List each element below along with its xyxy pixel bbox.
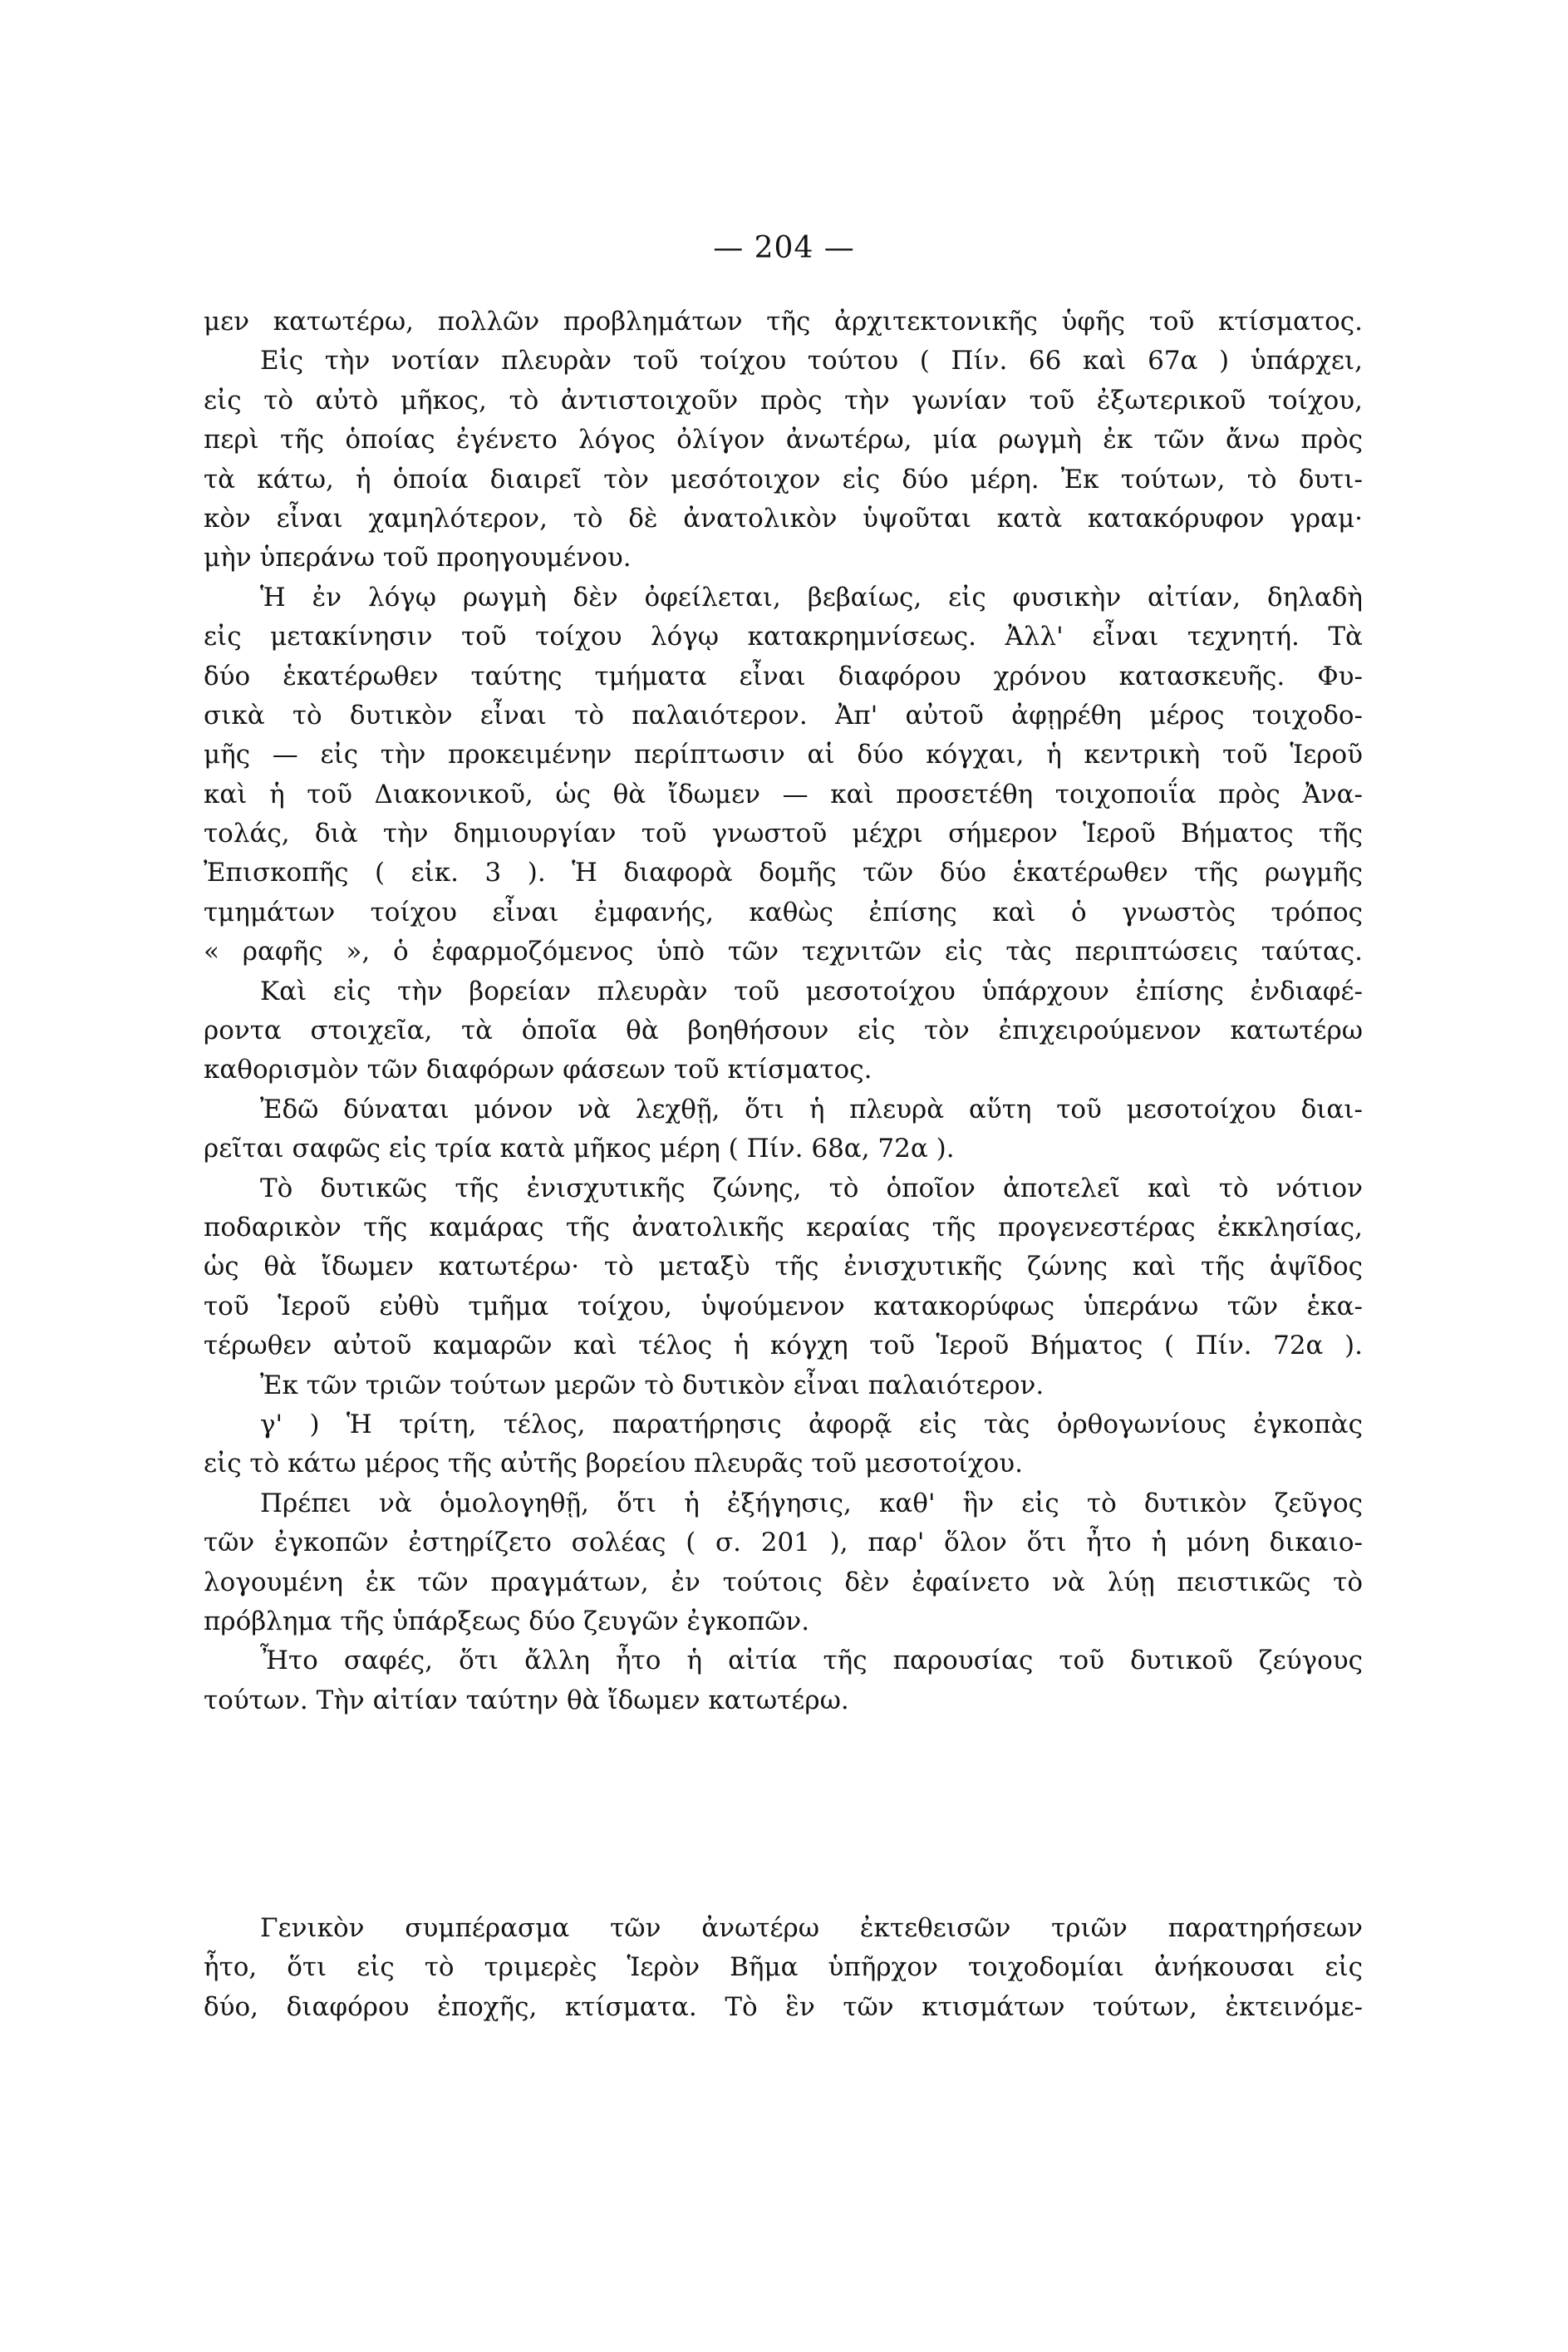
text-line: Γενικὸν συμπέρασμα τῶν ἀνωτέρω ἐκτεθεισῶν τριῶν παρατηρήσεων	[260, 1913, 1363, 1943]
text-line: εἰς μετακίνησιν τοῦ τοίχου λόγῳ κατακρημνίσεως. Ἀλλ' εἶναι τεχνητή. Τὰ	[204, 622, 1363, 652]
text-line: Ἐδῶ δύναται μόνον νὰ λεχθῇ, ὅτι ἡ πλευρὰ αὕτη τοῦ μεσοτοίχου διαι-	[260, 1094, 1363, 1124]
text-line: τοῦ Ἱεροῦ εὐθὺ τμῆμα τοίχου, ὑψούμενον κατακορύφως ὑπεράνω τῶν ἑκα-	[204, 1291, 1363, 1321]
text-line: δύο ἑκατέρωθεν ταύτης τμήματα εἶναι διαφόρου χρόνου κατασκευῆς. Φυ-	[204, 661, 1363, 691]
text-line: τὰ κάτω, ἡ ὁποία διαιρεῖ τὸν μεσότοιχον εἰς δύο μέρη. Ἐκ τούτων, τὸ δυτι-	[204, 464, 1363, 495]
text-line: μὴν ὑπεράνω τοῦ προηγουμένου.	[204, 543, 632, 573]
text-line: Τὸ δυτικῶς τῆς ἐνισχυτικῆς ζώνης, τὸ ὁποῖον ἀποτελεῖ καὶ τὸ νότιον	[260, 1173, 1363, 1203]
text-line: τολάς, διὰ τὴν δημιουργίαν τοῦ γνωστοῦ μέχρι σήμερον Ἱεροῦ Βήματος τῆς	[204, 819, 1363, 849]
text-line: πρόβλημα τῆς ὑπάρξεως δύο ζευγῶν ἐγκοπῶν.	[204, 1606, 810, 1636]
text-line: ὡς θὰ ἴδωμεν κατωτέρω· τὸ μεταξὺ τῆς ἐνισχυτικῆς ζώνης καὶ τῆς ἁψῖδος	[204, 1252, 1363, 1282]
text-line: μεν κατωτέρω, πολλῶν προβλημάτων τῆς ἀρχιτεκτονικῆς ὑφῆς τοῦ κτίσματος.	[204, 307, 1363, 337]
text-line: Πρέπει νὰ ὁμολογηθῇ, ὅτι ἡ ἐξήγησις, καθ' ἣν εἰς τὸ δυτικὸν ζεῦγος	[260, 1488, 1363, 1518]
text-line: τούτων. Τὴν αἰτίαν ταύτην θὰ ἴδωμεν κατωτέρω.	[204, 1685, 849, 1715]
text-line: εἰς τὸ αὐτὸ μῆκος, τὸ ἀντιστοιχοῦν πρὸς τὴν γωνίαν τοῦ ἐξωτερικοῦ τοίχου,	[204, 385, 1363, 416]
text-line: καθορισμὸν τῶν διαφόρων φάσεων τοῦ κτίσματος.	[204, 1055, 872, 1085]
text-line: ροντα στοιχεῖα, τὰ ὁποῖα θὰ βοηθήσουν εἰς τὸν ἐπιχειρούμενον κατωτέρω	[204, 1016, 1363, 1046]
text-line: κὸν εἶναι χαμηλότερον, τὸ δὲ ἀνατολικὸν ὑψοῦται κατὰ κατακόρυφον γραμ·	[204, 503, 1363, 534]
text-line: Καὶ εἰς τὴν βορείαν πλευρὰν τοῦ μεσοτοίχου ὑπάρχουν ἐπίσης ἐνδιαφέ-	[260, 976, 1363, 1006]
text-line: Ἦτο σαφές, ὅτι ἄλλη ἦτο ἡ αἰτία τῆς παρουσίας τοῦ δυτικοῦ ζεύγους	[260, 1646, 1363, 1676]
text-line: Ἐκ τῶν τριῶν τούτων μερῶν τὸ δυτικὸν εἶναι παλαιότερον.	[260, 1370, 1045, 1400]
text-line: Εἰς τὴν νοτίαν πλευρὰν τοῦ τοίχου τούτου ( Πίν. 66 καὶ 67α ) ὑπάρχει,	[260, 346, 1363, 376]
text-line: τῶν ἐγκοπῶν ἐστηρίζετο σολέας ( σ. 201 ), παρ' ὅλον ὅτι ἦτο ἡ μόνη δικαιο-	[204, 1528, 1363, 1558]
text-line: τέρωθεν αὐτοῦ καμαρῶν καὶ τέλος ἡ κόγχη τοῦ Ἱεροῦ Βήματος ( Πίν. 72α ).	[204, 1331, 1363, 1361]
body-text	[204, 303, 1363, 1720]
text-line: ποδαρικὸν τῆς καμάρας τῆς ἀνατολικῆς κεραίας τῆς προγενεστέρας ἐκκλησίας,	[204, 1212, 1363, 1242]
text-line: γ' ) Ἡ τρίτη, τέλος, παρατήρησις ἀφορᾷ εἰς τὰς ὀρθογωνίους ἐγκοπὰς	[260, 1409, 1363, 1439]
text-line: σικὰ τὸ δυτικὸν εἶναι τὸ παλαιότερον. Ἀπ' αὐτοῦ ἀφῃρέθη μέρος τοιχοδο-	[204, 700, 1363, 731]
text-line: ἦτο, ὅτι εἰς τὸ τριμερὲς Ἱερὸν Βῆμα ὑπῆρχον τοιχοδομίαι ἀνήκουσαι εἰς	[204, 1952, 1363, 1983]
body-text-continued	[204, 1909, 1363, 2027]
text-line: καὶ ἡ τοῦ Διακονικοῦ, ὡς θὰ ἴδωμεν — καὶ προσετέθη τοιχοποιΐα πρὸς Ἀνα-	[204, 779, 1363, 809]
text-line: εἰς τὸ κάτω μέρος τῆς αὐτῆς βορείου πλευρᾶς τοῦ μεσοτοίχου.	[204, 1449, 1024, 1479]
text-line: μῆς — εἰς τὴν προκειμένην περίπτωσιν αἱ δύο κόγχαι, ἡ κεντρικὴ τοῦ Ἱεροῦ	[204, 740, 1363, 770]
page-number: — 204 —	[713, 231, 855, 265]
text-line: Ἡ ἐν λόγῳ ρωγμὴ δὲν ὀφείλεται, βεβαίως, εἰς φυσικὴν αἰτίαν, δηλαδὴ	[260, 582, 1363, 613]
text-line: δύο, διαφόρου ἐποχῆς, κτίσματα. Τὸ ἓν τῶν κτισμάτων τούτων, ἐκτεινόμε-	[204, 1991, 1363, 2022]
text-line: τμημάτων τοίχου εἶναι ἐμφανής, καθὼς ἐπίσης καὶ ὁ γνωστὸς τρόπος	[204, 897, 1363, 928]
text-line: Ἐπισκοπῆς ( εἰκ. 3 ). Ἡ διαφορὰ δομῆς τῶν δύο ἑκατέρωθεν τῆς ρωγμῆς	[204, 858, 1363, 888]
text-line: λογουμένη ἐκ τῶν πραγμάτων, ἐν τούτοις δὲν ἐφαίνετο νὰ λύῃ πειστικῶς τὸ	[204, 1567, 1363, 1597]
text-line: ρεῖται σαφῶς εἰς τρία κατὰ μῆκος μέρη ( Πίν. 68α, 72α ).	[204, 1134, 955, 1164]
text-line: περὶ τῆς ὁποίας ἐγένετο λόγος ὀλίγον ἀνωτέρω, μία ρωγμὴ ἐκ τῶν ἄνω πρὸς	[204, 425, 1363, 455]
text-line: « ραφῆς », ὁ ἐφαρμοζόμενος ὑπὸ τῶν τεχνιτῶν εἰς τὰς περιπτώσεις ταύτας.	[204, 937, 1363, 967]
